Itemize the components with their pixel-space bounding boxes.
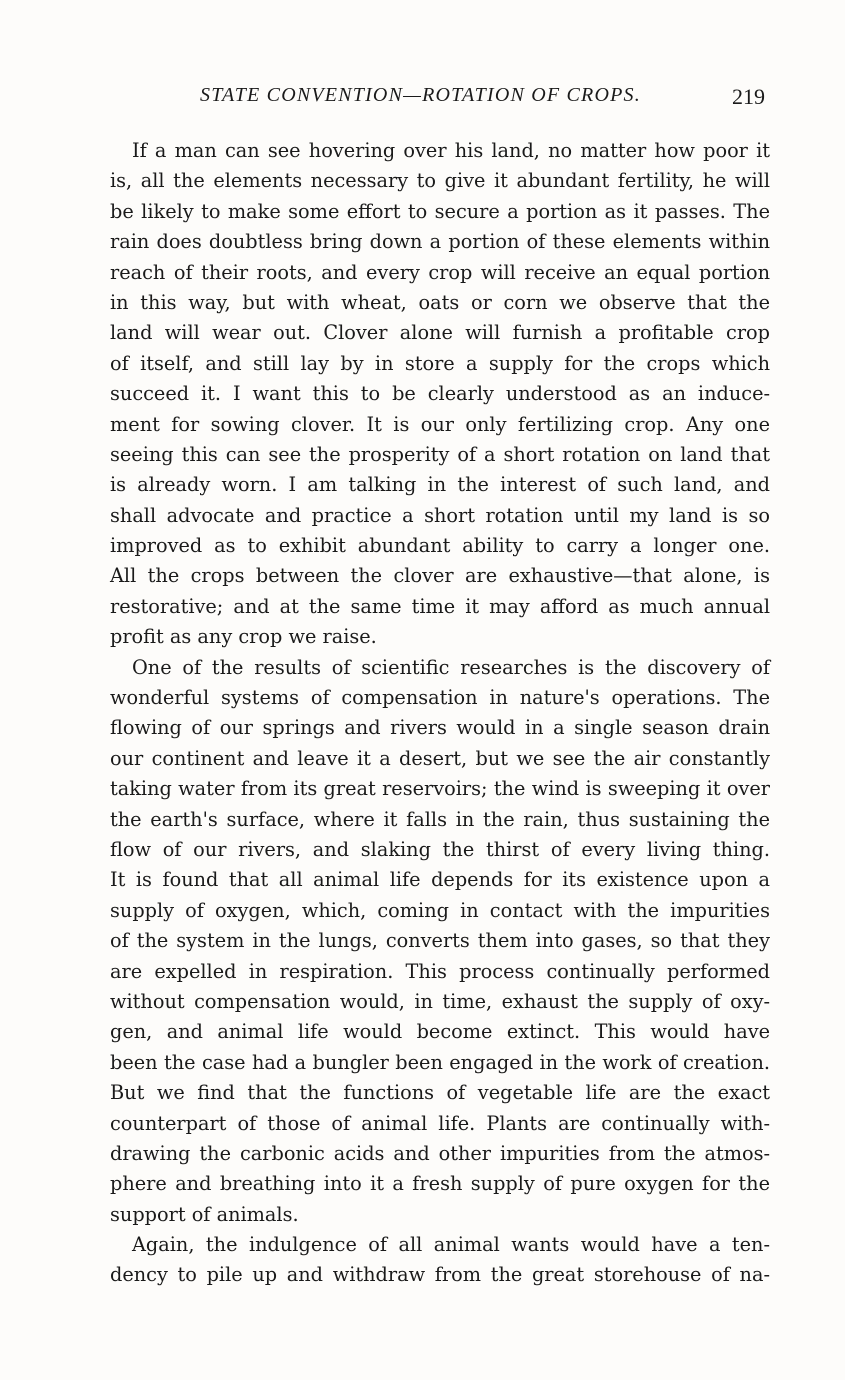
text-line: been the case had a bungler been engaged in the work of creation.: [110, 1050, 770, 1074]
text-line: wonderful systems of compensation in nature's operations. The: [110, 686, 770, 710]
text-line: the earth's surface, where it falls in the rain, thus sustaining the: [110, 807, 770, 831]
text-line: in this way, but with wheat, oats or corn we observe that the: [110, 290, 770, 314]
text-line: flow of our rivers, and slaking the thirst of every living thing.: [110, 837, 770, 861]
text-line: is, all the elements necessary to give it abundant fertility, he will: [110, 169, 770, 193]
text-line: improved as to exhibit abundant ability to carry a longer one.: [110, 534, 770, 558]
text-line: gen, and animal life would become extinct. This would have: [110, 1020, 770, 1044]
body-text: [110, 136, 770, 1291]
text-line: seeing this can see the prosperity of a short rotation on land that: [110, 442, 770, 466]
text-line: counterpart of those of animal life. Plants are continually with-: [110, 1111, 770, 1135]
text-line: supply of oxygen, which, coming in contact with the impurities: [110, 898, 770, 922]
text-line: of the system in the lungs, converts them into gases, so that they: [110, 929, 770, 953]
text-line: our continent and leave it a desert, but we see the air constantly: [110, 746, 770, 770]
text-line: If a man can see hovering over his land, no matter how poor it: [132, 139, 770, 162]
paragraph-2: [110, 653, 770, 1230]
text-line: But we find that the functions of vegetable life are the exact: [110, 1081, 770, 1105]
text-line: shall advocate and practice a short rotation until my land is so: [110, 503, 770, 527]
paragraph-1: [110, 136, 770, 653]
text-line: One of the results of scientific researches is the discovery of: [132, 655, 770, 679]
text-line: is already worn. I am talking in the interest of such land, and: [110, 473, 770, 497]
text-line: All the crops between the clover are exhaustive—that alone, is: [110, 564, 770, 588]
text-line: dency to pile up and withdraw from the great storehouse of na-: [110, 1263, 770, 1287]
text-line: ment for sowing clover. It is our only fertilizing crop. Any one: [110, 412, 770, 436]
text-line: profit as any crop we raise.: [110, 625, 377, 649]
text-line: rain does doubtless bring down a portion of these elements within: [110, 230, 770, 254]
text-line: taking water from its great reservoirs; the wind is sweeping it over: [110, 777, 770, 801]
text-line: are expelled in respiration. This process continually performed: [110, 959, 770, 983]
paragraph-3: [110, 1230, 770, 1291]
text-line: It is found that all animal life depends for its existence upon a: [110, 868, 770, 892]
text-line: succeed it. I want this to be clearly understood as an induce-: [110, 382, 770, 406]
text-line: land will wear out. Clover alone will furnish a profitable crop: [110, 321, 770, 345]
text-line: be likely to make some effort to secure a portion as it passes. The: [110, 199, 770, 223]
text-line: phere and breathing into it a fresh supply of pure oxygen for the: [110, 1172, 770, 1196]
text-line: Again, the indulgence of all animal wants would have a ten-: [132, 1233, 770, 1257]
text-line: of itself, and still lay by in store a supply for the crops which: [110, 351, 770, 375]
text-line: flowing of our springs and rivers would in a single season drain: [110, 716, 770, 740]
text-line: drawing the carbonic acids and other impurities from the atmos-: [110, 1141, 770, 1165]
text-line: restorative; and at the same time it may afford as much annual: [110, 594, 770, 618]
text-line: support of animals.: [110, 1202, 299, 1226]
page-number: 219: [732, 84, 765, 109]
running-head: STATE CONVENTION—ROTATION OF CROPS.: [200, 84, 641, 106]
text-line: reach of their roots, and every crop will receive an equal portion: [110, 260, 770, 284]
text-line: without compensation would, in time, exhaust the supply of oxy-: [110, 989, 770, 1013]
